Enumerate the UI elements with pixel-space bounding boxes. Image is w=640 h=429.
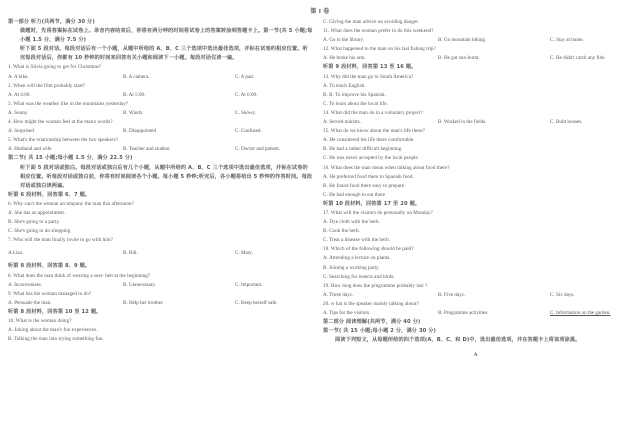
option-a[interactable]: A. Joking about the man's fun experiences. bbox=[8, 327, 98, 334]
question-stem: 7. Who will the man finally invite to go with him? bbox=[8, 237, 113, 244]
option-c[interactable]: C. Searching for insects and birds. bbox=[323, 273, 395, 280]
part1-instruction-1: 做题时，先将答案标在试卷上。录音内容结束后，你将有两分钟的时间将试卷上的答案转涂到答题卡上。第一节(共 5 小题;每小题 1.5 分，满分 7.5 分) bbox=[20, 28, 313, 44]
option-c[interactable]: C. Snowy. bbox=[235, 109, 257, 116]
question-options bbox=[8, 249, 313, 258]
question-stem: 13. Why did the man go to South America? bbox=[323, 73, 414, 80]
dialogue-label-10-12: 听第 8 段材料，回答第 10 至 12 题。 bbox=[8, 308, 102, 315]
option-b[interactable]: B. Go mountain biking. bbox=[438, 37, 487, 44]
option-a[interactable]: A. Tips for the visitors. bbox=[323, 310, 371, 316]
option-c[interactable]: C. Stay at home. bbox=[550, 37, 584, 44]
option-b[interactable]: B. B. To improve his Spanish. bbox=[323, 91, 386, 98]
part2-title: 第二节( 共 15 小题;每小题 1.5 分，满分 22.5 分) bbox=[8, 155, 133, 162]
two-column-body bbox=[8, 18, 632, 422]
option-c[interactable]: C. Confused. bbox=[235, 128, 262, 135]
question-options bbox=[323, 291, 628, 300]
option-b[interactable]: B. Windy. bbox=[123, 109, 144, 116]
question-stem: 15. What do we know about the man's life there? bbox=[323, 128, 425, 135]
dialogue-label-17-20: 听第 10 段材料，回答第 17 至 20 题。 bbox=[323, 200, 421, 207]
option-c[interactable]: C. Mary. bbox=[235, 250, 253, 257]
question-stem: 16. What does the man mean when talking about food there? bbox=[323, 164, 450, 171]
option-b[interactable]: B. He got sun-burnt. bbox=[438, 55, 480, 62]
left-column bbox=[8, 18, 313, 422]
option-b[interactable]: B. He had a rather difficult beginning bbox=[323, 146, 402, 153]
option-c[interactable]: C. He had enough to eat there bbox=[323, 191, 386, 198]
dialogue-label-13-16: 听第 9 段材料，回答第 13 至 16 题。 bbox=[323, 64, 417, 71]
question-stem: 11. What does the woman prefer to do this weekend? bbox=[323, 28, 434, 35]
option-c[interactable]: C. Important. bbox=[235, 281, 263, 288]
part2-instruction: 听下面 5 段对话或独白。每段对话或独白后有几个小题，从题中所给的 A、B、C 三个选项中选出最佳选项，并标在试卷的相应位置。听每段对话或独白前，你将有时间阅读各个小题。每小题 5 秒钟;听完后，各小题将给出 5 秒钟的作答时间。每段对话或独白读两遍。 bbox=[20, 164, 313, 189]
option-c[interactable]: C. At 6:00. bbox=[235, 91, 258, 98]
question-stem: 19. How long does the programme probably last ? bbox=[323, 282, 428, 289]
option-c[interactable]: C. She's going to do shopping bbox=[8, 228, 71, 235]
question-options bbox=[8, 127, 313, 136]
page-title: 第 I 卷 bbox=[310, 8, 330, 15]
option-c[interactable]: C. A pad. bbox=[235, 73, 254, 80]
question-options bbox=[8, 145, 313, 154]
dialogue-label-8-9: 听第 8 段材料，回答第 8、9 题。 bbox=[8, 263, 91, 270]
question-options bbox=[8, 109, 313, 118]
option-b[interactable]: B. Unnecessary. bbox=[123, 281, 156, 288]
option-b[interactable]: B. Bill. bbox=[123, 250, 138, 257]
option-a[interactable]: A. Three days. bbox=[323, 291, 353, 298]
option-a[interactable]: A. Husband and wife. bbox=[8, 146, 53, 153]
option-a[interactable]: A. A bike. bbox=[8, 73, 29, 80]
option-b[interactable]: B. Five days. bbox=[438, 291, 465, 298]
question-stem: 17. What will the visitors do personally on Monday? bbox=[323, 209, 433, 216]
option-c[interactable]: C. Doctor and patient. bbox=[235, 146, 281, 153]
question-options bbox=[323, 54, 628, 63]
option-b[interactable]: B. Programme activities. bbox=[438, 310, 489, 316]
question-stem: 1. What is Silvia going to get for Christmas? bbox=[8, 64, 102, 71]
option-b[interactable]: B. Talking the man into trying something fun. bbox=[8, 336, 104, 343]
option-b[interactable]: B. Help her brother. bbox=[123, 299, 164, 306]
question-options bbox=[323, 36, 628, 45]
option-a[interactable]: A. Attending a lecture on plants. bbox=[323, 255, 391, 262]
option-c[interactable]: C. He didn't catch any fish. bbox=[550, 55, 606, 62]
part1-instruction-2: 听下面 5 段对话。每段对话后有一个小题，从题中所给的 A、B、C 三个选项中选出最佳选项，并标在试卷的相应位置。听完每段对话后，你都有 10 秒钟的时间来回答有关小题和阅读下一小题。每段对话仅读一遍。 bbox=[20, 46, 308, 62]
question-stem: 2. When will the film probably start? bbox=[8, 82, 86, 89]
option-a[interactable]: A. At 4:00. bbox=[8, 91, 31, 98]
option-c[interactable]: C. To learn about the local life. bbox=[323, 100, 388, 107]
question-options bbox=[8, 281, 313, 290]
question-stem: 9. What has the woman managed to do? bbox=[8, 290, 92, 297]
question-stem: 4. How might the woman feel at the man's words? bbox=[8, 119, 113, 126]
option-a[interactable]: A. He considered his life there comfortable. bbox=[323, 137, 415, 144]
option-a[interactable]: A. Persuade the man. bbox=[8, 299, 52, 306]
question-options bbox=[323, 118, 628, 127]
option-c[interactable]: C. Six days. bbox=[550, 291, 575, 298]
option-b[interactable]: B. He found food there easy to prepare. bbox=[323, 182, 406, 189]
right-column bbox=[323, 18, 628, 422]
reading-part-title: 第二部分 阅读理解(共两节，满分 40 分) bbox=[323, 319, 421, 326]
option-a[interactable]: A. Surprised. bbox=[8, 128, 36, 135]
question-stem: 12. What happened to the man on his last fishing trip? bbox=[323, 46, 436, 53]
option-a[interactable]: A. He preferred food there to Spanish food. bbox=[323, 173, 414, 180]
question-stem: 14. What did the man do in a voluntary project? bbox=[323, 109, 423, 116]
question-stem: 3. What was the weather like in the mountains yesterday? bbox=[8, 100, 129, 107]
option-b[interactable]: B. Teacher and student. bbox=[123, 146, 171, 153]
option-c[interactable]: C. Built houses. bbox=[550, 119, 583, 126]
reading-section1-title: 第一节( 共 15 小题;每小题 2 分，满分 30 分) bbox=[323, 328, 437, 335]
question-stem: 10. What is the woman doing? bbox=[8, 318, 72, 324]
option-a[interactable]: A. Served tourists. bbox=[323, 119, 361, 126]
question-options bbox=[8, 73, 313, 82]
option-c[interactable]: C. He was never accepted by the local people. bbox=[323, 155, 420, 162]
option-b[interactable]: B. Cook the herb. bbox=[323, 228, 360, 235]
option-a[interactable]: A. She has an appointment. bbox=[8, 209, 66, 216]
option-a[interactable]: A. Dye cloth with the herb. bbox=[323, 219, 380, 226]
option-c[interactable]: C. Treat a disease with the herb. bbox=[323, 237, 391, 244]
option-a[interactable]: A.Lisa. bbox=[8, 250, 23, 257]
option-b[interactable]: B. Disappointed bbox=[123, 128, 157, 135]
question-stem: 18. Which of the following should be paid? bbox=[323, 246, 414, 253]
option-a[interactable]: A. Inconvenient. bbox=[8, 281, 43, 288]
part1-title: 第一部分 听力(共两节，满分 30 分) bbox=[8, 19, 95, 25]
dialogue-label-6-7: 听第 6 段材料，回答第 6、7 题。 bbox=[8, 191, 91, 198]
passage-marker: A bbox=[473, 352, 478, 359]
question-options bbox=[8, 91, 313, 100]
option-b[interactable]: B. At 5:00. bbox=[123, 91, 146, 98]
question-stem: 5. What's the relationship between the two speakers? bbox=[8, 137, 119, 144]
option-a[interactable]: A. Go to the library. bbox=[323, 37, 364, 44]
option-b[interactable]: B. Worked in the fields. bbox=[438, 119, 487, 126]
option-b[interactable]: B. She's going to a party. bbox=[8, 219, 61, 226]
option-a[interactable]: A. He broke his arm. bbox=[323, 55, 366, 62]
question-stem: 6. Why can't the woman accompany the man this afternoon? bbox=[8, 200, 134, 207]
option-a[interactable]: A. Sunny. bbox=[8, 109, 29, 116]
question-stem: 20. w hat is the speaker mainly talking about? bbox=[323, 300, 419, 307]
option-a[interactable]: A. To teach English. bbox=[323, 82, 366, 89]
question-stem: 8. What does the man think of wearing a seat- belt at the beginning? bbox=[8, 272, 151, 279]
reading-section1-instruction: 阅读下列短文，从每题所给的四个选项(A、B、C、和 D)中，选出最佳选项，并在答题卡上将该项涂黑。 bbox=[335, 337, 581, 344]
question-options bbox=[323, 309, 628, 318]
option-c[interactable]: C. Giving the man advice on avoiding danger. bbox=[323, 19, 419, 25]
question-options bbox=[8, 299, 313, 308]
option-c[interactable]: C. Keep herself safe. bbox=[235, 299, 278, 306]
option-b[interactable]: B. Joining a working party bbox=[323, 264, 379, 271]
option-b[interactable]: B. A camera. bbox=[123, 73, 150, 80]
option-c[interactable]: C. Information on the garden. bbox=[550, 310, 611, 316]
